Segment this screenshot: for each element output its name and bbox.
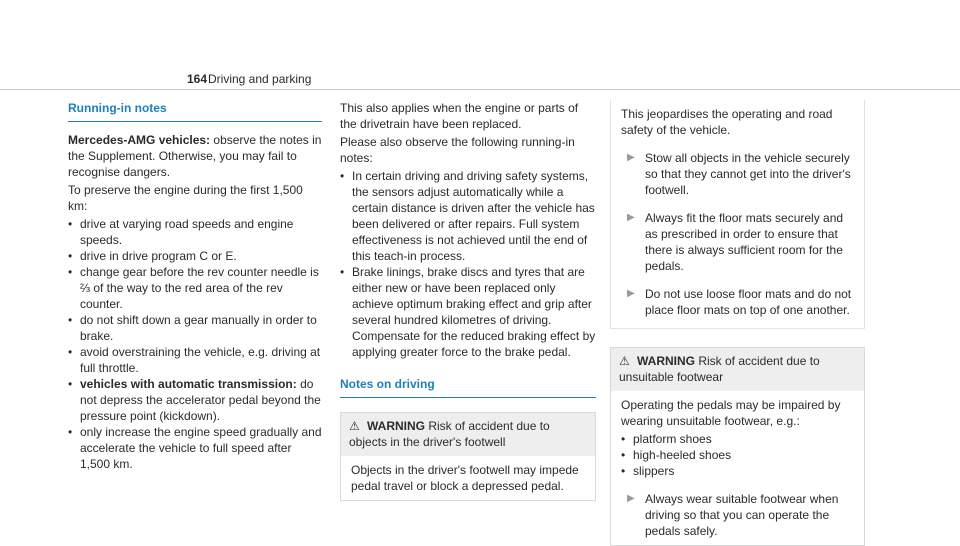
paragraph: Operating the pedals may be impaired by wearing unsuitable footwear, e.g.: (621, 398, 841, 428)
step-arrow-icon: ▶ (627, 212, 635, 223)
warning-box-footwell (340, 412, 596, 501)
page-number: 164 (187, 72, 208, 86)
chapter-title: Driving and parking (208, 72, 312, 86)
section-title-notes-on-driving: Notes on driving (340, 376, 596, 398)
warning-header (341, 413, 595, 456)
warning-header (611, 348, 864, 391)
section-title-running-in: Running-in notes (68, 100, 322, 122)
list-item: • drive in drive program C or E. (68, 249, 237, 263)
bullet-icon: • (68, 377, 73, 391)
running-in-list (68, 216, 322, 472)
paragraph: Please also observe the following running-in notes: (340, 135, 575, 165)
column-running-in (68, 100, 322, 472)
warning-triangle-icon: ⚠ (349, 419, 360, 433)
warning-body (611, 391, 864, 545)
warning-word: WARNING (367, 419, 425, 433)
step-item: ▶ Always fit the floor mats securely and as prescribed in order to ensure that there is always sufficient room for the pedals. (627, 211, 844, 273)
amg-text: observe the notes in the Supplement. Otherwise, you may fail to recognise dangers. (68, 133, 322, 179)
list-item: • In certain driving and driving safety systems, the sensors adjust automatically while a certain distance is driven after the vehicle has been delivered or after repairs. Full system effectiveness is not achieved until the end of this teach-in process. (340, 169, 595, 263)
list-item: • slippers (621, 464, 675, 478)
bullet-icon: • (340, 265, 345, 279)
list-item: • do not shift down a gear manually in order to brake. (68, 313, 317, 343)
running-in-intro: To preserve the engine during the first 1,500 km: (68, 183, 303, 213)
bullet-icon: • (621, 464, 626, 478)
list-item: • drive at varying road speeds and engine speeds. (68, 217, 294, 247)
bullet-icon: • (68, 425, 73, 439)
step-arrow-icon: ▶ (627, 493, 635, 504)
list-item: • vehicles with automatic transmission: do not depress the accelerator pedal beyond the pressure point (kickdown). (68, 377, 321, 423)
step-item: ▶ Do not use loose floor mats and do not place floor mats on top of one another. (627, 287, 852, 317)
header-rule (0, 89, 960, 90)
bullet-icon: • (68, 345, 73, 359)
warning-word: WARNING (637, 354, 695, 368)
warning-body: Objects in the driver's footwell may impede pedal travel or block a depressed pedal. (351, 463, 579, 493)
paragraph: This also applies when the engine or parts of the drivetrain have been replaced. (340, 101, 579, 131)
step-item: ▶ Always wear suitable footwear when driving so that you can operate the pedals safely. (627, 492, 839, 538)
paragraph: This jeopardises the operating and road safety of the vehicle. (621, 107, 833, 137)
page-header (0, 0, 960, 90)
list-item: • Brake linings, brake discs and tyres that are either new or have been replaced only achieve optimum braking effect and grip after several hundred kilometres of driving. Compensate for the reduced braking effect by applying greater force to the brake pedal. (340, 265, 596, 359)
step-arrow-icon: ▶ (627, 152, 635, 163)
amg-note (68, 132, 322, 180)
warning-box-footwear (610, 347, 865, 546)
list-item: • avoid overstraining the vehicle, e.g. driving at full throttle. (68, 345, 321, 375)
step-arrow-icon: ▶ (627, 288, 635, 299)
bullet-icon: • (621, 448, 626, 462)
footwell-continuation-box (610, 100, 865, 329)
warning-headline: Risk of accident due to unsuitable footwear (619, 354, 820, 384)
bullet-icon: • (68, 313, 73, 327)
column-middle (340, 100, 596, 501)
list-item: • change gear before the rev counter needle is ⅔ of the way to the red area of the rev counter. (68, 265, 319, 311)
warning-triangle-icon: ⚠ (619, 354, 630, 368)
bullet-icon: • (621, 432, 626, 446)
step-item: ▶ Stow all objects in the vehicle securely so that they cannot get into the driver's footwell. (627, 151, 851, 197)
warning-headline: Risk of accident due to objects in the driver's footwell (349, 419, 550, 449)
running-in-notes-list (340, 168, 596, 360)
bullet-icon: • (68, 249, 73, 263)
bullet-icon: • (340, 169, 345, 183)
list-item: • high-heeled shoes (621, 448, 732, 462)
bullet-icon: • (68, 265, 73, 279)
column-right (610, 100, 865, 546)
list-item: • platform shoes (621, 432, 712, 446)
bullet-icon: • (68, 217, 73, 231)
list-item: • only increase the engine speed gradually and accelerate the vehicle to full speed after 1,500 km. (68, 425, 322, 471)
footwear-list (621, 431, 854, 479)
amg-label: Mercedes-AMG vehicles: (68, 133, 211, 147)
